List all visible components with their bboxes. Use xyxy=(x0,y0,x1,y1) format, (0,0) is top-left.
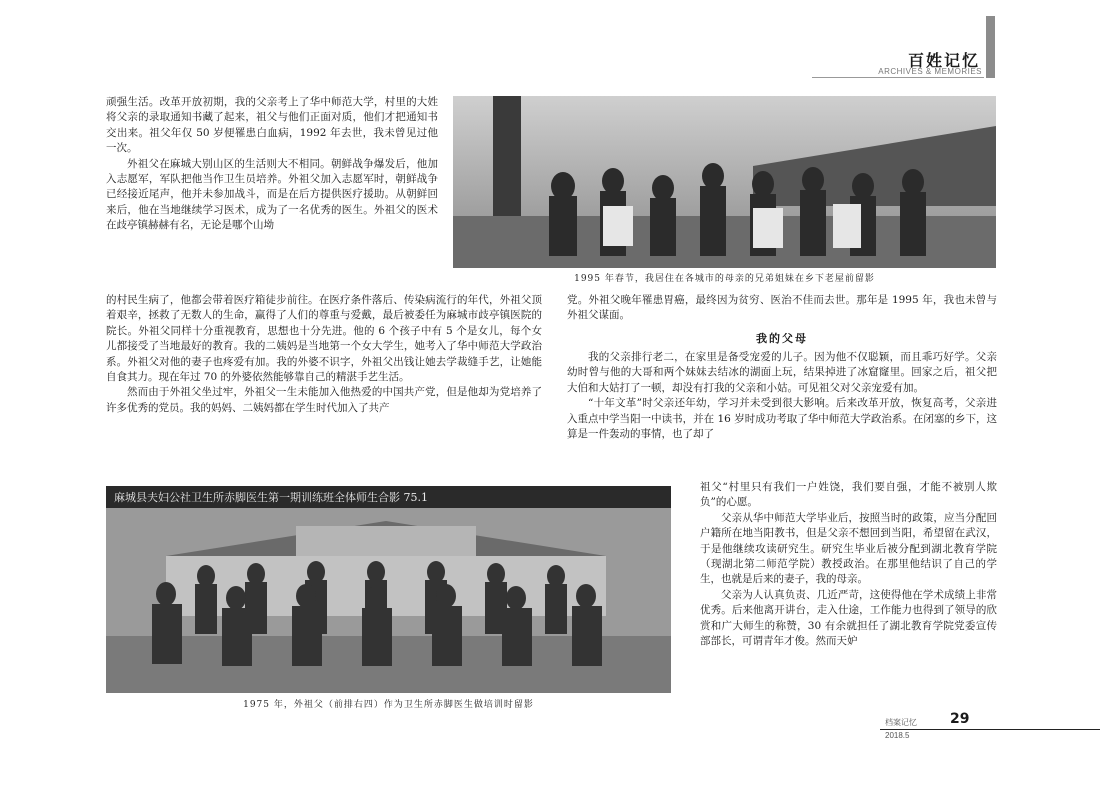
photo-banner-text: 麻城县夫妇公社卫生所赤脚医生第一期训练班全体师生合影 75.1 xyxy=(114,491,428,504)
paragraph: 我的父亲排行老二，在家里是备受宠爱的儿子。因为他不仅聪颖，而且乖巧好学。父亲幼时曾与他的大哥和两个妹妹去结冰的湖面上玩，结果掉进了冰窟窿里。回家之后，祖父把大伯和大姑打了一顿，却没有打我的父亲和小姑。可见祖父对父亲宠爱有加。 xyxy=(567,351,997,394)
paragraph: 祖父“村里只有我们一户姓饶，我们要自强，才能不被别人欺负”的心愿。 xyxy=(700,481,997,509)
footer-rule xyxy=(880,729,1100,730)
paragraph: 党。外祖父晚年罹患胃癌，最终因为贫穷、医治不佳而去世。那年是 1995 年，我也未曾与外祖父谋面。 xyxy=(567,294,997,322)
right-column-middle xyxy=(567,350,997,480)
photo-image xyxy=(453,96,996,268)
page-number: 29 xyxy=(950,711,970,727)
photo-1-caption: 1995 年春节，我居住在各城市的母亲的兄弟姐妹在乡下老屋前留影 xyxy=(574,274,875,284)
paragraph: 外祖父在麻城大别山区的生活则大不相同。朝鲜战争爆发后，他加入志愿军，军队把他当作卫生员培养。外祖父加入志愿军时，朝鲜战争已经接近尾声，他并未参加战斗，而是在后方提供医疗援助。从朝鲜回来后，他在当地继续学习医术，成为了一名优秀的医生。外祖父的医术在歧亭镇赫赫有名，无论是哪个山坳 xyxy=(106,157,438,232)
left-column-bottom xyxy=(106,293,542,483)
section-subtitle: ARCHIVES & MEMORIES xyxy=(878,67,982,76)
footer-issue: 2018.5 xyxy=(885,731,910,740)
photo-image xyxy=(106,486,671,693)
paragraph: 的村民生病了，他都会带着医疗箱徒步前往。在医疗条件落后、传染病流行的年代，外祖父顶着艰辛，拯救了无数人的生命，赢得了人们的尊重与爱戴，最后被委任为麻城市歧亭镇医院的院长。外祖父同样十分重视教育，思想也十分先进。他的 6 个孩子中有 5 个是女儿，每个女儿都接受了当地最好的教育。我的二姨妈是当地第一个女大学生，她考入了华中师范大学政治系。外祖父对他的妻子也疼爱有加。我的外婆不识字，外祖父出钱让她去学裁缝手艺，让她能自食其力。现在年过 70 的外婆依然能够靠自己的精湛手艺生活。 xyxy=(106,294,542,384)
paragraph: 然而由于外祖父坐过牢，外祖父一生未能加入他热爱的中国共产党，但是他却为党培养了许多优秀的党员。我的妈妈、二姨妈都在学生时代加入了共产 xyxy=(106,386,542,414)
photo-2-caption: 1975 年，外祖父（前排右四）作为卫生所赤脚医生做培训时留影 xyxy=(243,700,534,710)
left-column-top xyxy=(106,95,438,293)
paragraph: 父亲为人认真负责、几近严苛，这使得他在学术成绩上非常优秀。后来他离开讲台，走入仕途，工作能力也得到了领导的欣赏和广大师生的称赞，30 有余就担任了湖北教育学院党委宣传部部长，可谓青年才俊。然而天妒 xyxy=(700,588,997,648)
right-column-bottom xyxy=(700,480,997,710)
right-column-top xyxy=(567,293,997,325)
section-title: 百姓记忆 xyxy=(907,51,980,70)
footer-magazine-label: 档案记忆 xyxy=(885,718,917,727)
paragraph: “十年文革”时父亲还年幼，学习并未受到很大影响。后来改革开放，恢复高考，父亲进入重点中学当阳一中读书，并在 16 岁时成功考取了华中师范大学政治系。在闭塞的乡下，这算是一件轰动的事情，也了却了 xyxy=(567,397,997,441)
header-accent-bar xyxy=(986,16,995,78)
subheading-my-parents: 我的父母 xyxy=(756,332,808,345)
paragraph: 父亲从华中师范大学毕业后，按照当时的政策，应当分配回户籍所在地当阳教书，但是父亲不想回到当阳，希望留在武汉，于是他继续攻读研究生。研究生毕业后被分配到湖北教育学院（现湖北第二师范学院）教授政治。在那里他结识了自己的学生，也就是后来的妻子，我的母亲。 xyxy=(700,511,997,586)
clinic-training-photo-1975 xyxy=(106,486,671,693)
paragraph: 顽强生活。改革开放初期，我的父亲考上了华中师范大学，村里的大姓将父亲的录取通知书藏了起来，祖父与他们正面对质，他们才把通知书交出来。祖父年仅 50 岁便罹患白血病，1992 年去世，我未曾见过他一次。 xyxy=(106,96,438,155)
header-rule xyxy=(812,77,984,78)
family-photo-1995 xyxy=(453,96,996,268)
